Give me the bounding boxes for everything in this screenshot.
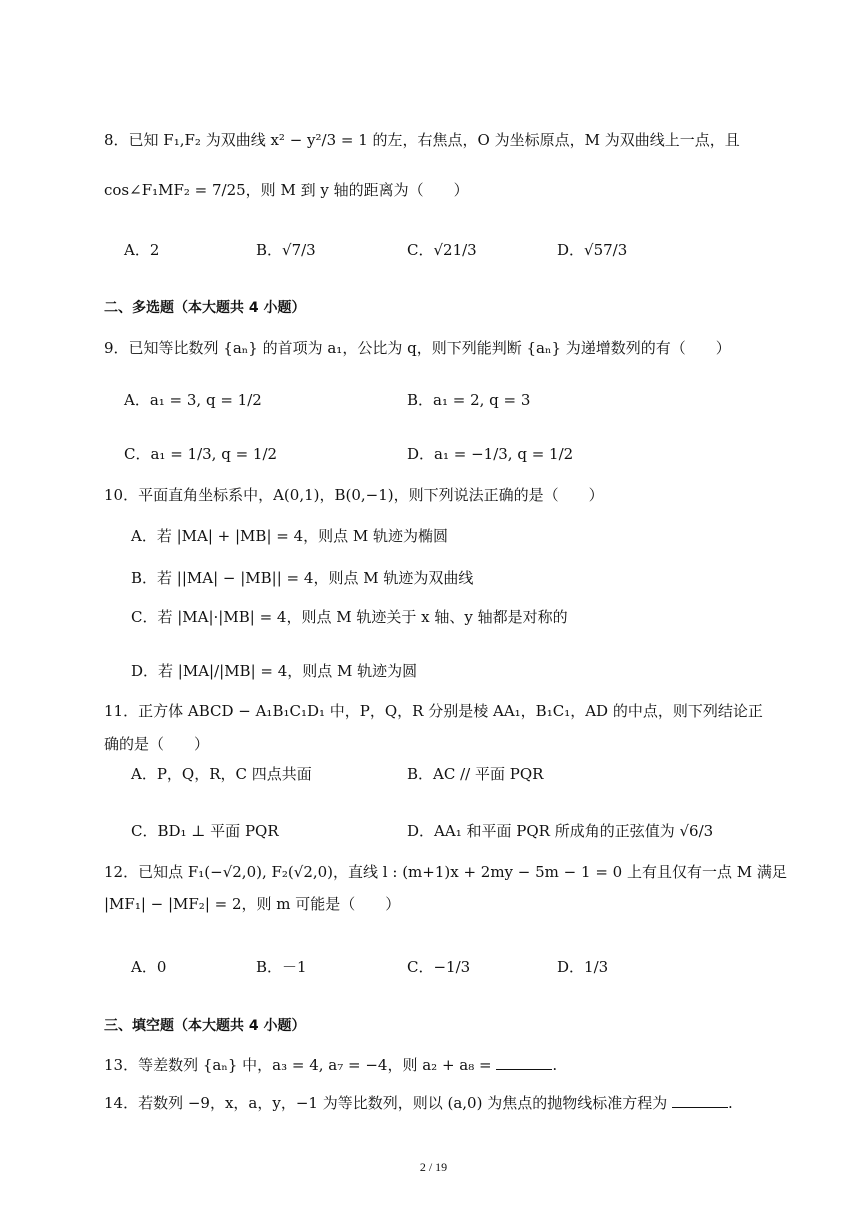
q8-option-b: B．√7/3	[256, 241, 316, 259]
q8-option-c: C．√21/3	[407, 241, 477, 259]
q12-line2: |MF₁| − |MF₂| = 2，则 m 可能是（ ）	[104, 895, 401, 913]
q9-option-d: D．a₁ = −1/3, q = 1/2	[407, 445, 574, 463]
q13	[104, 1055, 557, 1075]
q12-option-b: B．－1	[256, 958, 307, 976]
q13-period: .	[552, 1056, 558, 1074]
q9-stem: 9．已知等比数列 {aₙ} 的首项为 a₁，公比为 q，则下列能判断 {aₙ} 为递增数列的有（ ）	[104, 339, 731, 357]
q8-option-a: A．2	[124, 241, 160, 259]
q14-text: 14．若数列 −9，x，a，y，−1 为等比数列，则以 (a,0) 为焦点的抛物线标准方程为	[104, 1094, 672, 1112]
q10-option-d: D．若 |MA|/|MB| = 4，则点 M 轨迹为圆	[131, 662, 418, 680]
q12-option-d: D．1/3	[557, 958, 609, 976]
q8-line2: cos∠F₁MF₂ = 7/25，则 M 到 y 轴的距离为（ ）	[104, 181, 469, 199]
q12-option-c: C．−1/3	[407, 958, 471, 976]
q14-period: .	[728, 1094, 733, 1112]
section-multiple-choice: 二、多选题（本大题共 4 小题）	[104, 300, 306, 316]
q8-option-d: D．√57/3	[557, 241, 628, 259]
q12-line1: 12．已知点 F₁(−√2,0), F₂(√2,0)，直线 l : (m+1)x + 2my − 5m − 1 = 0 上有且仅有一点 M 满足	[104, 863, 787, 881]
q14	[104, 1093, 733, 1113]
q10-option-b: B．若 ||MA| − |MB|| = 4，则点 M 轨迹为双曲线	[131, 569, 474, 587]
q8-line1: 8．已知 F₁,F₂ 为双曲线 x² − y²/3 = 1 的左，右焦点，O 为坐标原点，M 为双曲线上一点，且	[104, 131, 740, 149]
q11-line2: 确的是（ ）	[104, 735, 210, 753]
q12-option-a: A．0	[131, 958, 167, 976]
q10-option-a: A．若 |MA| + |MB| = 4，则点 M 轨迹为椭圆	[131, 527, 449, 545]
q11-line1: 11．正方体 ABCD − A₁B₁C₁D₁ 中，P，Q，R 分别是棱 AA₁，B₁C₁，AD 的中点，则下列结论正	[104, 702, 763, 720]
q11-option-b: B．AC // 平面 PQR	[407, 765, 544, 783]
q14-answer-blank	[672, 1093, 728, 1108]
q13-text: 13．等差数列 {aₙ} 中，a₃ = 4, a₇ = −4，则 a₂ + a₈ =	[104, 1056, 497, 1074]
q9-option-a: A．a₁ = 3, q = 1/2	[124, 391, 262, 409]
q11-option-d: D．AA₁ 和平面 PQR 所成角的正弦值为 √6/3	[407, 822, 714, 840]
q9-option-b: B．a₁ = 2, q = 3	[407, 391, 531, 409]
q9-option-c: C．a₁ = 1/3, q = 1/2	[124, 445, 278, 463]
q10-stem: 10．平面直角坐标系中，A(0,1)，B(0,−1)，则下列说法正确的是（ ）	[104, 486, 604, 504]
q11-option-a: A．P，Q，R，C 四点共面	[131, 765, 312, 783]
section-fill-in: 三、填空题（本大题共 4 小题）	[104, 1018, 306, 1034]
q11-option-c: C．BD₁ ⊥ 平面 PQR	[131, 822, 279, 840]
page-number: 2 / 19	[419, 1160, 448, 1174]
q10-option-c: C．若 |MA|·|MB| = 4，则点 M 轨迹关于 x 轴、y 轴都是对称的	[131, 608, 568, 626]
q13-answer-blank	[496, 1055, 552, 1070]
